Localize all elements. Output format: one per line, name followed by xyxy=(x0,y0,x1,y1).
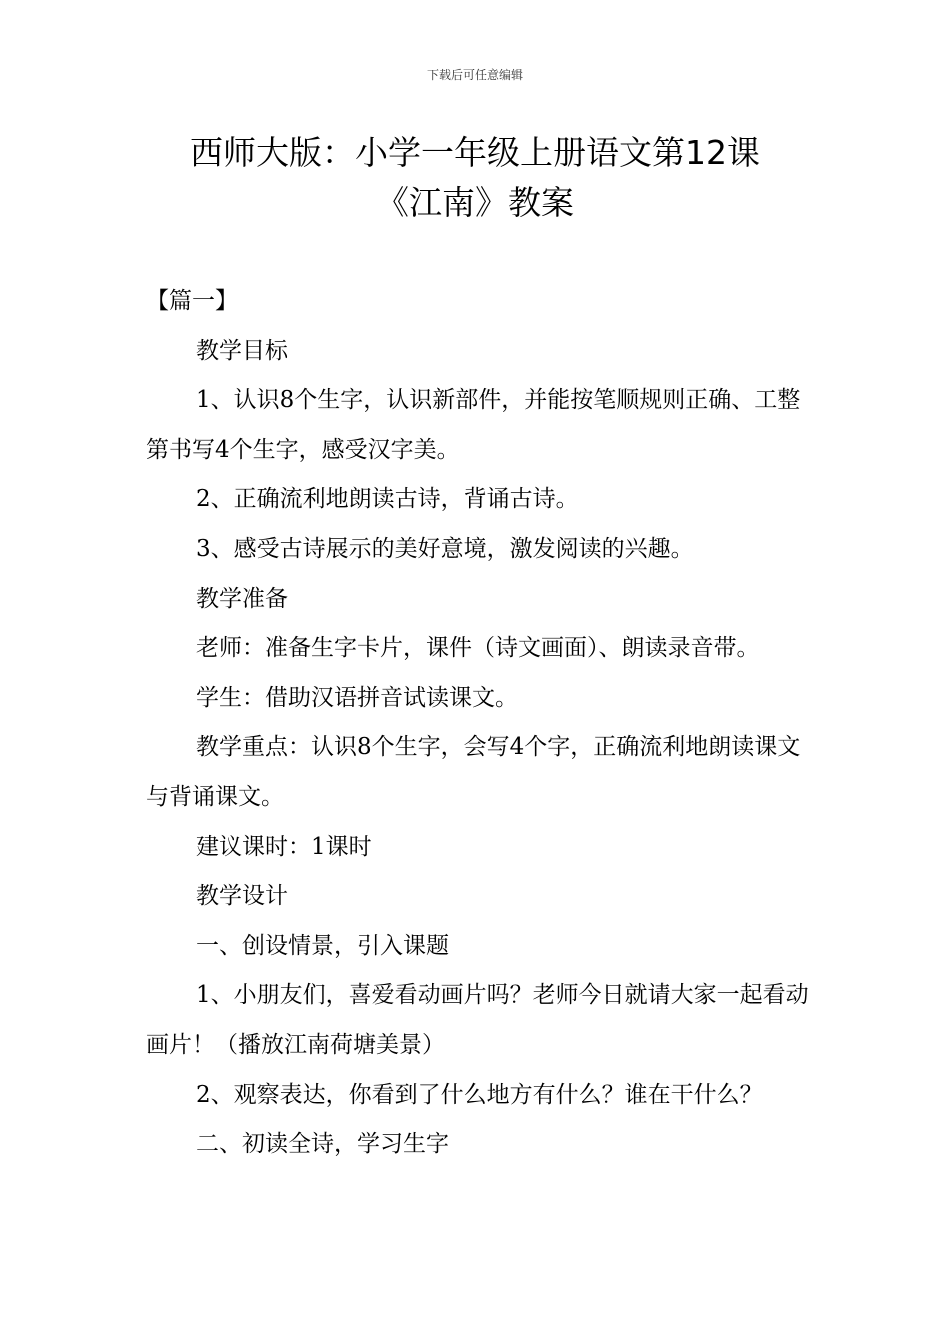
paragraph: 学生：借助汉语拼音试读课文。 xyxy=(196,684,518,711)
paragraph: 教学重点：认识8个生字，会写4个字，正确流利地朗读课文与背诵课文。 xyxy=(146,734,801,810)
title-line-1: 西师大版：小学一年级上册语文第12课 xyxy=(190,133,760,172)
paragraph: 教学准备 xyxy=(196,585,288,612)
title-line-2: 《江南》教案 xyxy=(376,183,574,222)
section-label: 【篇一】 xyxy=(146,288,238,314)
paragraph: 教学目标 xyxy=(196,337,288,364)
paragraph: 3、感受古诗展示的美好意境，激发阅读的兴趣。 xyxy=(196,535,694,562)
paragraph: 老师：准备生字卡片，课件（诗文画面）、朗读录音带。 xyxy=(196,635,760,662)
paragraph: 2、观察表达，你看到了什么地方有什么？谁在干什么？ xyxy=(196,1081,763,1108)
paragraph: 2、正确流利地朗读古诗，背诵古诗。 xyxy=(196,486,579,513)
document-body xyxy=(146,277,818,1170)
paragraph: 建议课时：1课时 xyxy=(196,833,372,860)
paragraph: 一、创设情景，引入课题 xyxy=(196,932,449,959)
document-title xyxy=(0,128,950,228)
header-note: 下载后可任意编辑 xyxy=(426,68,523,82)
paragraph: 1、认识8个生字，认识新部件，并能按笔顺规则正确、工整第书写4个生字，感受汉字美。 xyxy=(146,387,801,463)
paragraph: 二、初读全诗，学习生字 xyxy=(196,1131,449,1158)
paragraph: 教学设计 xyxy=(196,883,288,910)
paragraph: 1、小朋友们，喜爱看动画片吗？老师今日就请大家一起看动画片！（播放江南荷塘美景） xyxy=(146,982,809,1058)
